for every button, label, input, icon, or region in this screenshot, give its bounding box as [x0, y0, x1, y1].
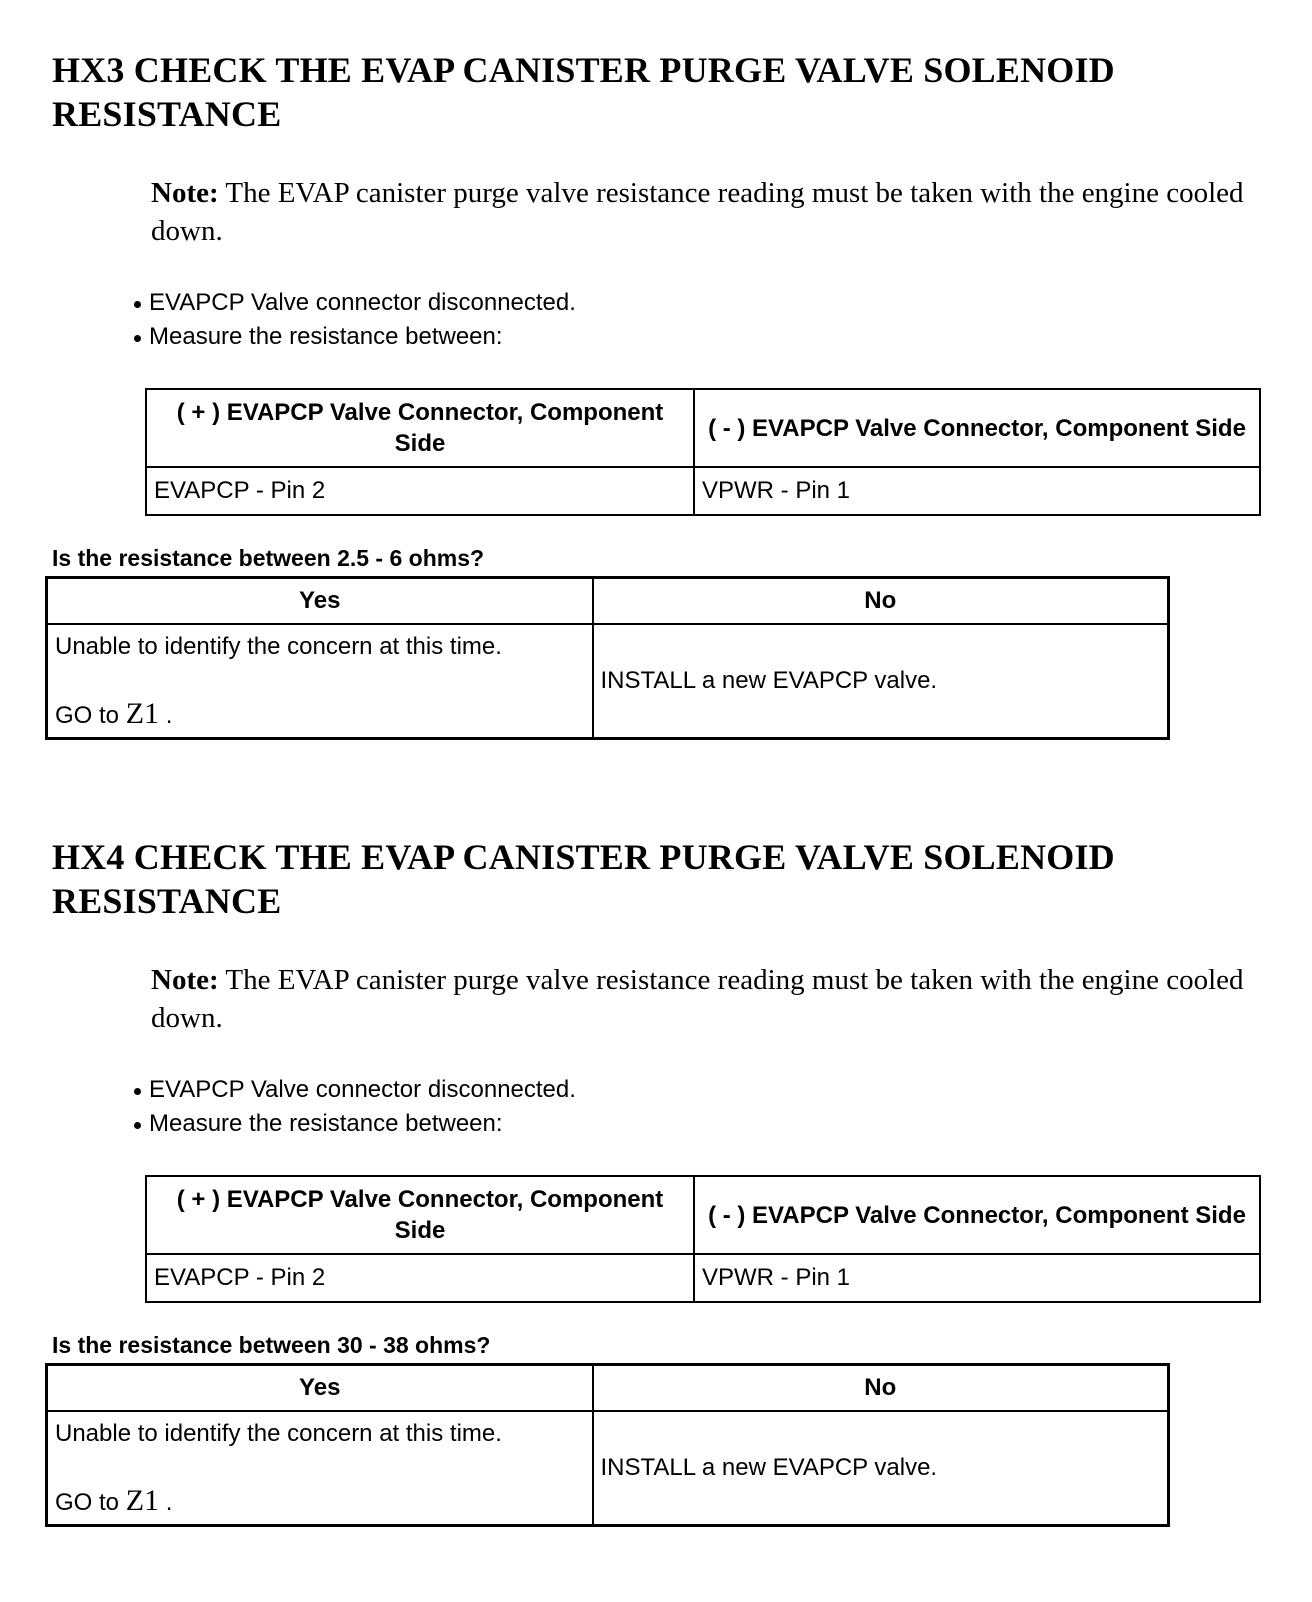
list-item: EVAPCP Valve connector disconnected. [134, 286, 1034, 320]
section-heading: HX3 CHECK THE EVAP CANISTER PURGE VALVE SOLENOID RESISTANCE [52, 50, 1115, 134]
bullet-icon [134, 335, 141, 342]
list-item: Measure the resistance between: [134, 320, 1034, 354]
question: Is the resistance between 2.5 - 6 ohms? [52, 545, 485, 571]
list-item: EVAPCP Valve connector disconnected. [134, 1073, 1034, 1107]
yes-header: Yes [47, 578, 593, 625]
connector-header-positive: ( + ) EVAPCP Valve Connector, Component Side [146, 1176, 694, 1254]
yes-cell: Unable to identify the concern at this time. GO to Z1 . [47, 624, 593, 739]
result-table [45, 576, 1170, 740]
table-row [146, 467, 1260, 515]
no-header: No [593, 578, 1169, 625]
connector-table [145, 1175, 1261, 1303]
no-header: No [593, 1365, 1169, 1412]
goto-z1-link[interactable]: Z1 [125, 697, 160, 730]
question: Is the resistance between 30 - 38 ohms? [52, 1332, 491, 1358]
note-label: Note: [151, 964, 219, 996]
result-table [45, 1363, 1170, 1527]
section-hx4 [0, 787, 1312, 1602]
section-hx3 [0, 0, 1312, 790]
bullet-list [134, 1073, 1034, 1141]
list-item: Measure the resistance between: [134, 1107, 1034, 1141]
table-row [47, 1411, 1169, 1526]
table-cell: VPWR - Pin 1 [694, 467, 1260, 515]
bullet-icon [134, 1122, 141, 1129]
bullet-icon [134, 301, 141, 308]
table-row [146, 1254, 1260, 1302]
note-text: The EVAP canister purge valve resistance reading must be taken with the engine cooled down. [151, 964, 1244, 1034]
connector-header-positive: ( + ) EVAPCP Valve Connector, Component Side [146, 389, 694, 467]
connector-header-negative: ( - ) EVAPCP Valve Connector, Component Side [694, 389, 1260, 467]
yes-header: Yes [47, 1365, 593, 1412]
no-cell: INSTALL a new EVAPCP valve. [593, 624, 1169, 739]
note [151, 961, 1251, 1037]
bullet-list [134, 286, 1034, 354]
table-row [47, 624, 1169, 739]
section-heading: HX4 CHECK THE EVAP CANISTER PURGE VALVE SOLENOID RESISTANCE [52, 837, 1115, 921]
note [151, 174, 1251, 250]
note-text: The EVAP canister purge valve resistance reading must be taken with the engine cooled down. [151, 177, 1244, 247]
bullet-icon [134, 1088, 141, 1095]
connector-table [145, 388, 1261, 516]
connector-header-negative: ( - ) EVAPCP Valve Connector, Component Side [694, 1176, 1260, 1254]
goto-z1-link[interactable]: Z1 [125, 1484, 160, 1517]
table-cell: EVAPCP - Pin 2 [146, 1254, 694, 1302]
table-cell: EVAPCP - Pin 2 [146, 467, 694, 515]
note-label: Note: [151, 177, 219, 209]
yes-cell: Unable to identify the concern at this time. GO to Z1 . [47, 1411, 593, 1526]
no-cell: INSTALL a new EVAPCP valve. [593, 1411, 1169, 1526]
table-cell: VPWR - Pin 1 [694, 1254, 1260, 1302]
